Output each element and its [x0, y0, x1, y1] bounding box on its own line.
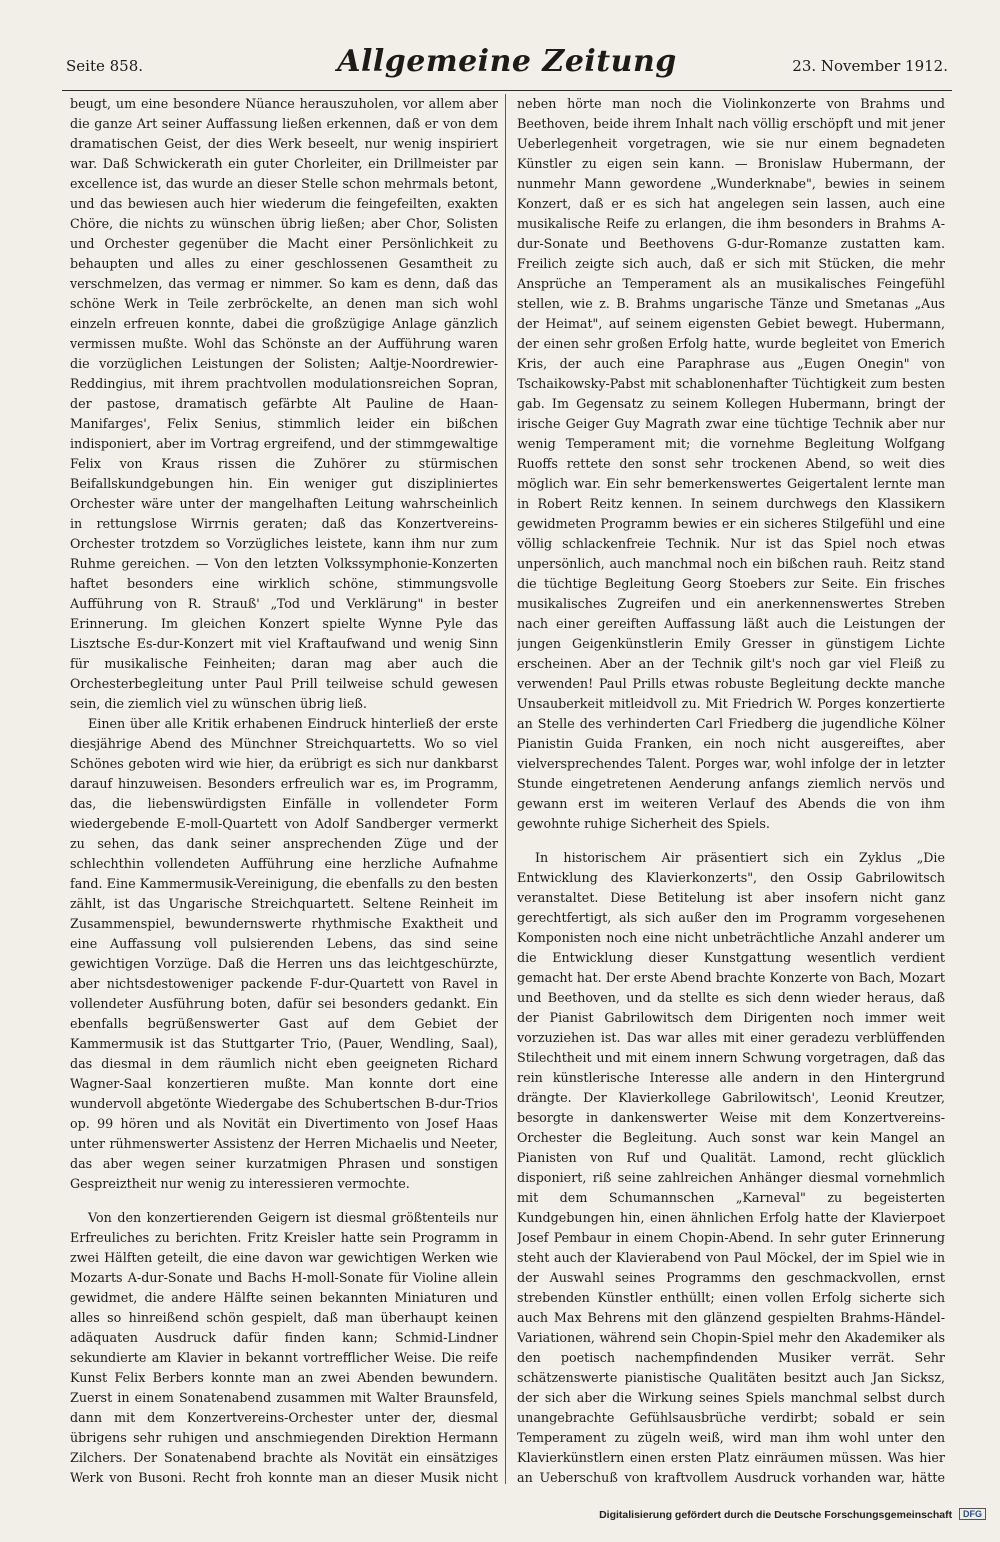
credit-text: Digitalisierung gefördert durch die Deutsche Forschungsgemeinschaft [599, 1509, 953, 1521]
newspaper-page [62, 40, 952, 1488]
article-paragraph: neben hörte man noch die Violinkonzerte von Brahms und Beethoven, beide ihrem Inhalt nach völlig erschöpft und mit jener Ueberlegenheit vorgetragen, wie sie nur einem begnadeten Künstler zu eigen sein kann. — Bronislaw Hubermann, der nunmehr Mann gewordene „Wunderknabe", bewies in seinem Konzert, daß er es sich hat angelegen sein lassen, auch eine musikalische Reife zu erlangen, die ihm besonders in Brahms A-dur-Sonate und Beethovens G-dur-Romanze zustatten kam. Freilich zeigte sich auch, daß er sich mit Stücken, die mehr Ansprüche an Temperament als an musikalisches Feingefühl stellen, wie z. B. Brahms ungarische Tänze und Smetanas „Aus der Heimat", auf seinem eigensten Gebiet bewegt. Hubermann, der einen sehr großen Erfolg hatte, wurde begleitet von Emerich Kris, der auch eine Paraphrase aus „Eugen Onegin" von Tschaikowsky-Pabst mit schablonenhafter Tüchtigkeit zum besten gab. Im Gegensatz zu seinem Kollegen Hubermann, bringt der irische Geiger Guy Magrath zwar eine tüchtige Technik aber nur wenig Temperament mit; die vornehme Begleitung Wolfgang Ruoffs rettete den sonst sehr trockenen Abend, so weit dies möglich war. Ein sehr bemerkenswertes Geigertalent lernte man in Robert Reitz kennen. In seinem durchwegs den Klassikern gewidmeten Programm bewies er ein sicheres Stilgefühl und eine völlig schlackenfreie Technik. Nur ist das Spiel noch etwas unpersönlich, auch manchmal noch ein bißchen rauh. Reitz stand die tüchtige Begleitung Georg Stoebers zur Seite. Ein frisches musikalisches Zugreifen und ein anerkennenswertes Streben nach einer gereiften Auffassung läßt auch die Leistungen der jungen Geigenkünstlerin Emily Gresser in günstigem Lichte erscheinen. Aber an der Technik gilt's noch gar viel Fleiß zu verwenden! Paul Prills etwas robuste Begleitung deckte manche Unsauberkeit mitleidvoll zu. Mit Friedrich W. Porges konzertierte an Stelle des verhinderten Carl Friedberg die jugendliche Kölner Pianistin Guida Franken, ein noch nicht ausgereiftes, aber vielversprechendes Talent. Porges war, wohl infolge der in letzter Stunde eingetretenen Aenderung anfangs ziemlich nervös und gewann erst im weiteren Verlauf des Abends die von ihm gewohnte ruhige Sicherheit des Spiels. [517, 96, 945, 831]
right-column [517, 94, 945, 1484]
left-column [70, 94, 498, 1484]
issue-date: 23. November 1912. [792, 57, 948, 75]
column-divider [505, 94, 506, 1484]
article-paragraph: In historischem Air präsentiert sich ein Zyklus „Die Entwicklung des Klavierkonzerts", den Ossip Gabrilowitsch veranstaltet. Diese Betitelung ist aber insofern nicht ganz gerechtfertigt, als sich außer den im Programm vorgesehenen Komponisten noch eine nicht unbeträchtliche Anzahl anderer um die Entwicklung dieser Kunstgattung wesentlich verdient gemacht hat. Der erste Abend brachte Konzerte von Bach, Mozart und Beethoven, und da stellte es sich denn wieder heraus, daß der Pianist Gabrilowitsch dem Dirigenten noch immer weit vorzuziehen ist. Das war alles mit einer geradezu verblüffenden Stilechtheit und mit einem innern Schwung vorgetragen, daß das rein künstlerische Interesse alle andern in den Hintergrund drängte. Der Klavierkollege Gabrilowitsch', Leonid Kreutzer, besorgte in dankenswerter Weise mit dem Konzertvereins-Orchester die Begleitung. Auch sonst war kein Mangel an Pianisten von Ruf und Qualität. Lamond, recht glücklich disponiert, riß seine zahlreichen Anhänger diesmal vornehmlich mit dem Schumannschen „Karneval" zu begeisterten Kundgebungen hin, einen ähnlichen Erfolg hatte der Klavierpoet Josef Pembaur in einem Chopin-Abend. In sehr guter Erinnerung steht auch der Klavierabend von Paul Möckel, der im Spiel wie in der Auswahl seines Programms den geschmackvollen, ernst strebenden Künstler enthüllt; einen vollen Erfolg sicherte sich auch Max Behrens mit den glänzend gespielten Brahms-Händel-Variationen, während sein Chopin-Spiel mehr den Akademiker als den poetisch nachempfindenden Musiker verrät. Sehr schätzenswerte pianistische Qualitäten besitzt auch Jan Sicksz, der sich aber die Wirkung seines Spiels manchmal selbst durch unangebrachte Gefühlsausbrüche verdirbt; sobald er sein Temperament zu zügeln weiß, wird man ihm wohl unter den Klavierkünstlern einen ersten Platz einräumen müssen. Was hier an Ueberschuß von kraftvollem Ausdruck vorhanden war, hätte [517, 850, 945, 1484]
article-paragraph: Einen über alle Kritik erhabenen Eindruck hinterließ der erste diesjährige Abend des Münchner Streichquartetts. Wo so viel Schönes geboten wird wie hier, da erübrigt es sich nur dankbarst darauf hinzuweisen. Besonders erfreulich war es, im Programm, das, die liebenswürdigsten Einfälle in vollendeter Form wiedergebende E-moll-Quartett von Adolf Sandberger vermerkt zu sehen, das dank seiner ansprechenden Züge und der schlechthin vollendeten Aufführung eine herzliche Aufnahme fand. Eine Kammermusik-Vereinigung, die ebenfalls zu den besten zählt, ist das Ungarische Streichquartett. Seltene Reinheit im Zusammenspiel, bewundernswerte rhythmische Exaktheit und eine Auffassung voll pulsierenden Lebens, das sind seine gewichtigen Vorzüge. Daß die Herren uns das leichtgeschürzte, aber nichtsdestoweniger packende F-dur-Quartett von Ravel in vollendeter Ausführung boten, dafür sei besonders gedankt. Ein ebenfalls begrüßenswerter Gast auf dem Gebiet der Kammermusik ist das Stuttgarter Trio, (Pauer, Wendling, Saal), das diesmal in dem räumlich nicht eben geeigneten Richard Wagner-Saal konzertieren mußte. Man konnte dort eine wundervoll abgetönte Wiedergabe des Schubertschen B-dur-Trios op. 99 hören und als Novität ein Divertimento von Josef Haas unter rühmenswerter Assistenz der Herren Michaelis und Neeter, das aber wegen seiner kurzatmigen Phrasen und sonstigen Gespreiztheit nur wenig zu interessieren vermochte. [70, 716, 498, 1191]
masthead [62, 40, 952, 91]
article-paragraph: beugt, um eine besondere Nüance herauszuholen, vor allem aber die ganze Art seiner Auffassung ließen erkennen, daß er von dem dramatischen Geist, der dies Werk beseelt, nur wenig inspiriert war. Daß Schwickerath ein guter Chorleiter, ein Drillmeister par excellence ist, das wurde an dieser Stelle schon mehrmals betont, und das bewiesen auch hier wiederum die feingefeilten, exakten Chöre, die nichts zu wünschen übrig ließen; aber Chor, Solisten und Orchester gegenüber die Macht einer Persönlichkeit zu behaupten und alles zu einer geschlossenen Gesamtheit zu verschmelzen, das vermag er nimmer. So kam es denn, daß das schöne Werk in Teile zerbröckelte, an denen man sich wohl einzeln erfreuen konnte, dabei die großzügige Anlage gänzlich vermissen mußte. Wohl das Schönste an der Aufführung waren die vorzüglichen Leistungen der Solisten; Aaltje-Noordrewier-Reddingius, mit ihrem prachtvollen modulationsreichen Sopran, der pastose, dramatisch gefärbte Alt Pauline de Haan-Manifarges', Felix Senius, stimmlich leider ein bißchen indisponiert, aber im Vortrag ergreifend, und der stimmgewaltige Felix von Kraus rissen die Zuhörer zu stürmischen Beifallskundgebungen hin. Ein weniger gut diszipliniertes Orchester wäre unter der mangelhaften Leitung wahrscheinlich in rettungslose Wirrnis geraten; daß das Konzertvereins-Orchester trotzdem so Vorzügliches leistete, kann ihm nur zum Ruhme gereichen. — Von den letzten Volkssymphonie-Konzerten haftet besonders eine wirklich schöne, stimmungsvolle Aufführung von R. Strauß' „Tod und Verklärung" in bester Erinnerung. Im gleichen Konzert spielte Wynne Pyle das Lisztsche Es-dur-Konzert mit viel Kraftaufwand und wenig Sinn für musikalische Feinheiten; daran mag aber auch die Orchesterbegleitung unter Paul Prill teilweise schuld gewesen sein, die ziemlich viel zu wünschen übrig ließ. [70, 96, 498, 711]
newspaper-title: Allgemeine Zeitung [337, 44, 677, 79]
dfg-logo: DFG [959, 1508, 986, 1520]
page-number: Seite 858. [66, 57, 144, 75]
digitization-credit [599, 1508, 986, 1521]
article-paragraph: Von den konzertierenden Geigern ist diesmal größtenteils nur Erfreuliches zu berichten. Fritz Kreisler hatte sein Programm in zwei Hälften geteilt, die eine davon war gewichtigen Werken wie Mozarts A-dur-Sonate und Bachs H-moll-Sonate für Violine allein gewidmet, die andere Hälfte seinen bekannten Miniaturen und alles so hinreißend schön gespielt, daß man überhaupt keinen adäquaten Ausdruck dafür finden kann; Schmid-Lindner sekundierte am Klavier in bekannt vortrefflicher Weise. Die reife Kunst Felix Berbers konnte man an zwei Abenden bewundern. Zuerst in einem Sonatenabend zusammen mit Walter Braunsfeld, dann mit dem Konzertvereins-Orchester unter der, diesmal übrigens sehr ruhigen und anschmiegenden Direktion Hermann Zilchers. Der Sonatenabend brachte als Novität ein einsätziges Werk von Busoni. Recht froh konnte man an dieser Musik nicht [70, 1210, 498, 1484]
